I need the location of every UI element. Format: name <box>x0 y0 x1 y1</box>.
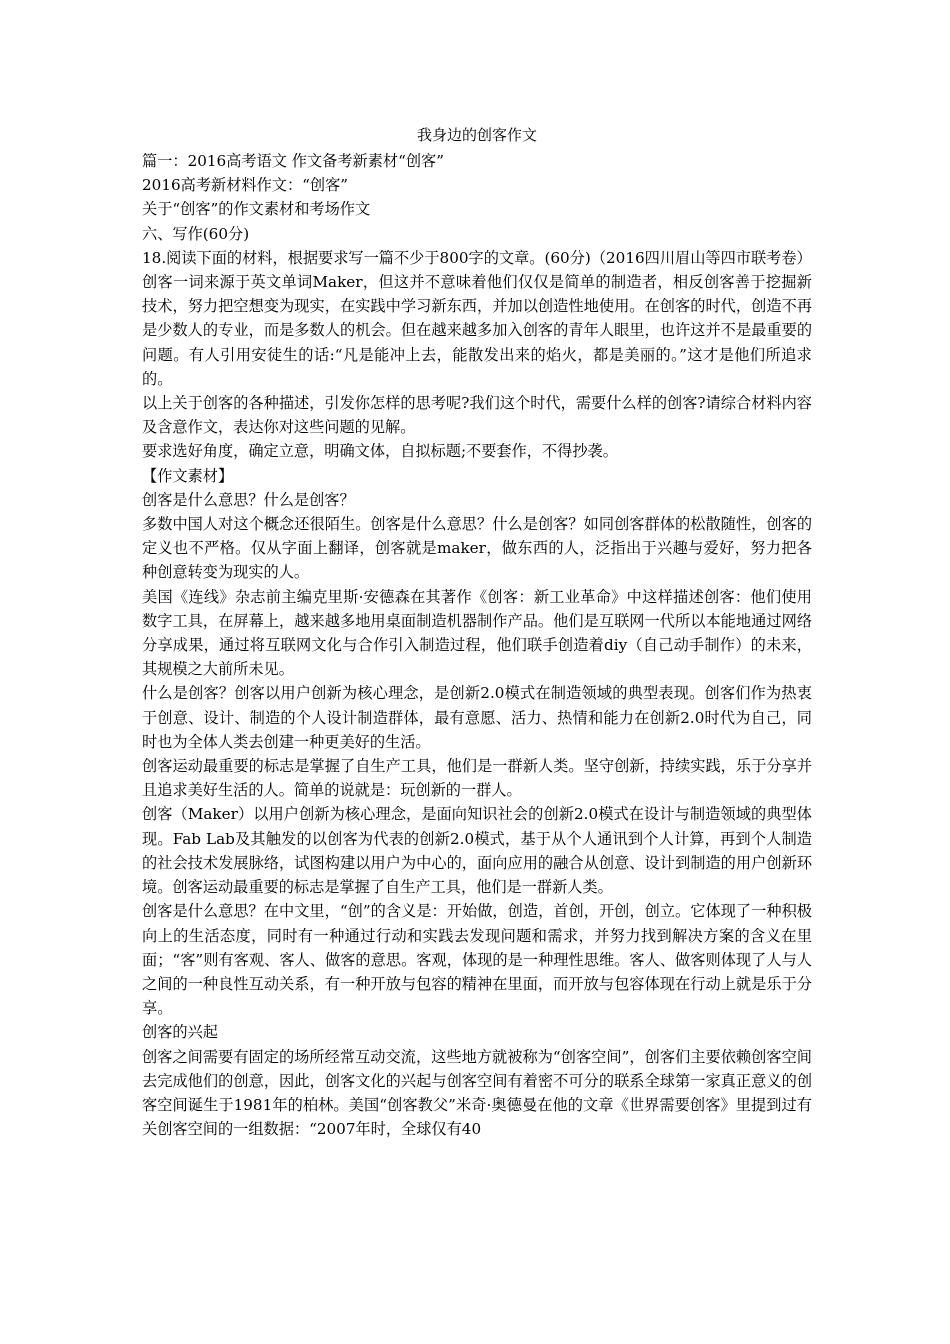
paragraph: 六、写作(60分) <box>142 224 250 243</box>
paragraph: 创客是什么意思？什么是创客？ <box>142 490 355 509</box>
paragraph: 创客（Maker）以用户创新为核心理念，是面向知识社会的创新2.0模式在设计与制造领域的典型体现。Fab Lab及其触发的以创客为代表的创新2.0模式，基于从个人通讯到个人计算，再到个人制造的社会技术发展脉络，试图构建以用户为中心的，面向应用的融合从创意、设计到制造的用户创新环境。创客运动最重要的标志是掌握了自生产工具，他们是一群新人类。 <box>142 805 812 897</box>
document-title: 我身边的创客作文 <box>416 126 537 144</box>
document-body <box>142 149 812 1141</box>
paragraph: 什么是创客？创客以用户创新为核心理念，是创新2.0模式在制造领域的典型表现。创客们作为热衷于创意、设计、制造的个人设计制造群体，最有意愿、活力、热情和能力在创新2.0时代为自己，同时也为全体人类去创建一种更美好的生活。 <box>142 684 812 751</box>
paragraph: 创客之间需要有固定的场所经常互动交流，这些地方就被称为“创客空间”，创客们主要依赖创客空间去完成他们的创意，因此，创客文化的兴起与创客空间有着密不可分的联系全球第一家真正意义的创客空间诞生于1981年的柏林。美国“创客教父”米奇·奥德曼在他的文章《世界需要创客》里提到过有关创客空间的一组数据：“2007年时，全球仅有40 <box>142 1047 812 1139</box>
paragraph: 2016高考新材料作文：“创客” <box>142 176 349 195</box>
paragraph: 创客一词来源于英文单词Maker，但这并不意味着他们仅仅是简单的制造者，相反创客善于挖掘新技术，努力把空想变为现实，在实践中学习新东西，并加以创造性地使用。在创客的时代，创造不再是少数人的专业，而是多数人的机会。但在越来越多加入创客的青年人眼里，也许这并不是最重要的问题。有人引用安徒生的话:“凡是能冲上去，能散发出来的焰火，都是美丽的。”这才是他们所追求的。 <box>142 273 812 388</box>
paragraph: 以上关于创客的各种描述，引发你怎样的思考呢?我们这个时代，需要什么样的创客?请综合材料内容及含意作文，表达你对这些问题的见解。 <box>142 394 812 437</box>
paragraph: 创客的兴起 <box>142 1023 218 1042</box>
paragraph: 关于“创客”的作文素材和考场作文 <box>142 200 371 219</box>
paragraph: 多数中国人对这个概念还很陌生。创客是什么意思？什么是创客？如同创客群体的松散随性，创客的定义也不严格。仅从字面上翻译，创客就是maker，做东西的人，泛指出于兴趣与爱好，努力把各种创意转变为现实的人。 <box>142 515 812 582</box>
paragraph: 18.阅读下面的材料，根据要求写一篇不少于800字的文章。(60分)（2016四川眉山等四市联考卷） <box>142 248 812 267</box>
paragraph: 创客运动最重要的标志是掌握了自生产工具，他们是一群新人类。坚守创新，持续实践，乐于分享并且追求美好生活的人。简单的说就是：玩创新的一群人。 <box>142 757 812 800</box>
paragraph: 篇一：2016高考语文 作文备考新素材“创客” <box>142 152 445 170</box>
paragraph: 要求选好角度，确定立意，明确文体，自拟标题;不要套作，不得抄袭。 <box>142 442 618 461</box>
paragraph: 美国《连线》杂志前主编克里斯·安德森在其著作《创客：新工业革命》中这样描述创客：他们使用数字工具，在屏幕上，越来越多地用桌面制造机器制作产品。他们是互联网一代所以本能地通过网络分享成果，通过将互联网文化与合作引入制造过程，他们联手创造着diy（自己动手制作）的未来，其规模之大前所未见。 <box>142 587 812 679</box>
paragraph: 【作文素材】 <box>142 466 234 485</box>
paragraph: 创客是什么意思？在中文里，“创”的含义是：开始做，创造，首创，开创，创立。它体现了一种积极向上的生活态度，同时有一种通过行动和实践去发现问题和需求，并努力找到解决方案的含义在里面；“客”则有客观、客人、做客的意思。客观，体现的是一种理性思维。客人、做客则体现了人与人之间的一种良性互动关系，有一种开放与包容的精神在里面，而开放与包容体现在行动上就是乐于分享。 <box>142 902 812 1018</box>
